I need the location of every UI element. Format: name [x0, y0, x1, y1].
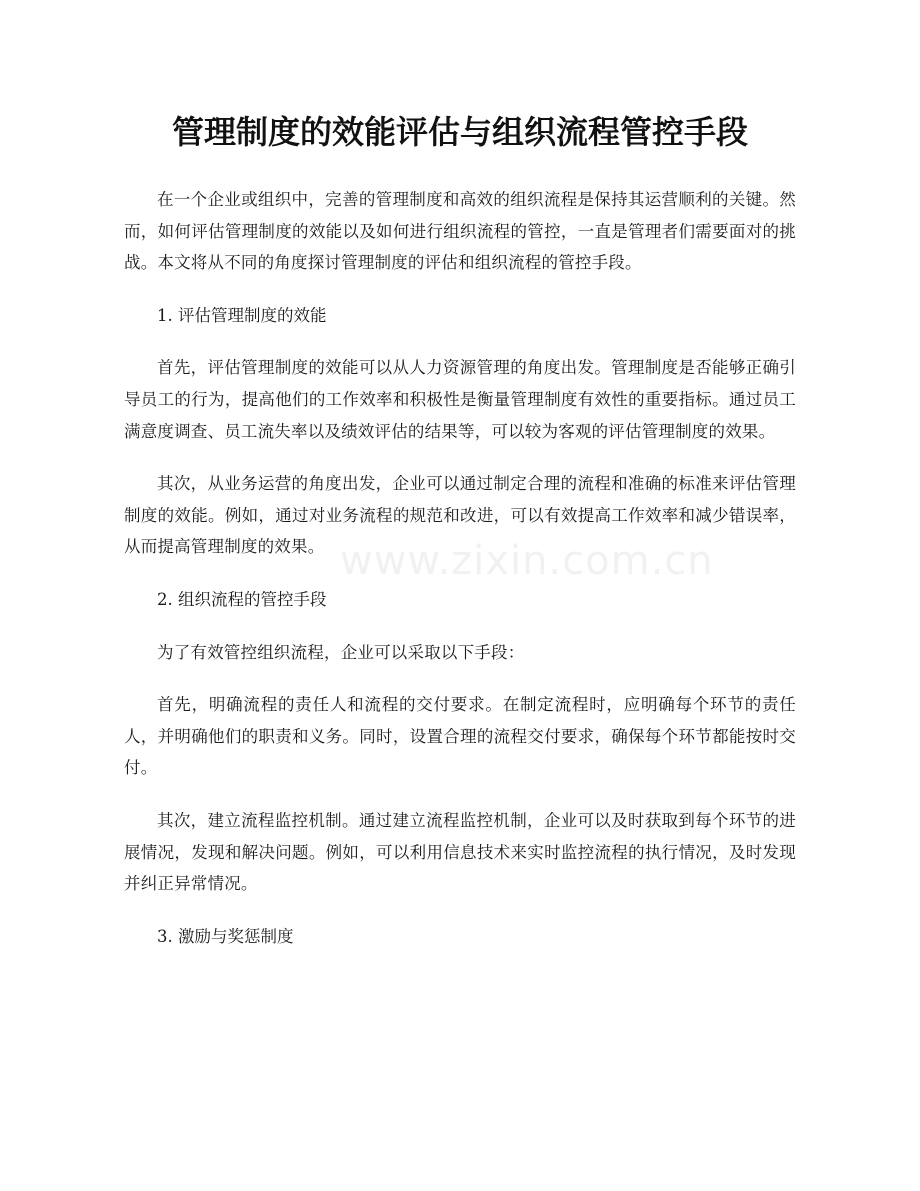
document-body [124, 184, 796, 973]
paragraph: 首先，评估管理制度的效能可以从人力资源管理的角度出发。管理制度是否能够正确引导员工的行为，提高他们的工作效率和积极性是衡量管理制度有效性的重要指标。通过员工满意度调查、员工流失率以及绩效评估的结果等，可以较为客观的评估管理制度的效果。 [124, 358, 796, 441]
watermark: www.zixin.com.cn [340, 538, 714, 584]
paragraph: 其次，从业务运营的角度出发，企业可以通过制定合理的流程和准确的标准来评估管理制度的效能。例如，通过对业务流程的规范和改进，可以有效提高工作效率和减少错误率，从而提高管理制度的效果。 [124, 474, 796, 557]
paragraph: 为了有效管控组织流程，企业可以采取以下手段： [157, 642, 525, 662]
section-heading-2: 2. 组织流程的管控手段 [157, 589, 327, 609]
paragraph: 其次，建立流程监控机制。通过建立流程监控机制，企业可以及时获取到每个环节的进展情况，发现和解决问题。例如，可以利用信息技术来实时监控流程的执行情况，及时发现并纠正异常情况。 [124, 810, 796, 894]
section-heading-3: 3. 激励与奖惩制度 [157, 926, 294, 946]
document-title: 管理制度的效能评估与组织流程管控手段 [171, 113, 748, 151]
section-heading-1: 1. 评估管理制度的效能 [157, 305, 327, 325]
intro-paragraph: 在一个企业或组织中，完善的管理制度和高效的组织流程是保持其运营顺利的关键。然而，如何评估管理制度的效能以及如何进行组织流程的管控，一直是管理者们需要面对的挑战。本文将从不同的角度探讨管理制度的评估和组织流程的管控手段。 [124, 190, 796, 273]
paragraph: 首先，明确流程的责任人和流程的交付要求。在制定流程时，应明确每个环节的责任人，并明确他们的职责和义务。同时，设置合理的流程交付要求，确保每个环节都能按时交付。 [124, 695, 796, 778]
